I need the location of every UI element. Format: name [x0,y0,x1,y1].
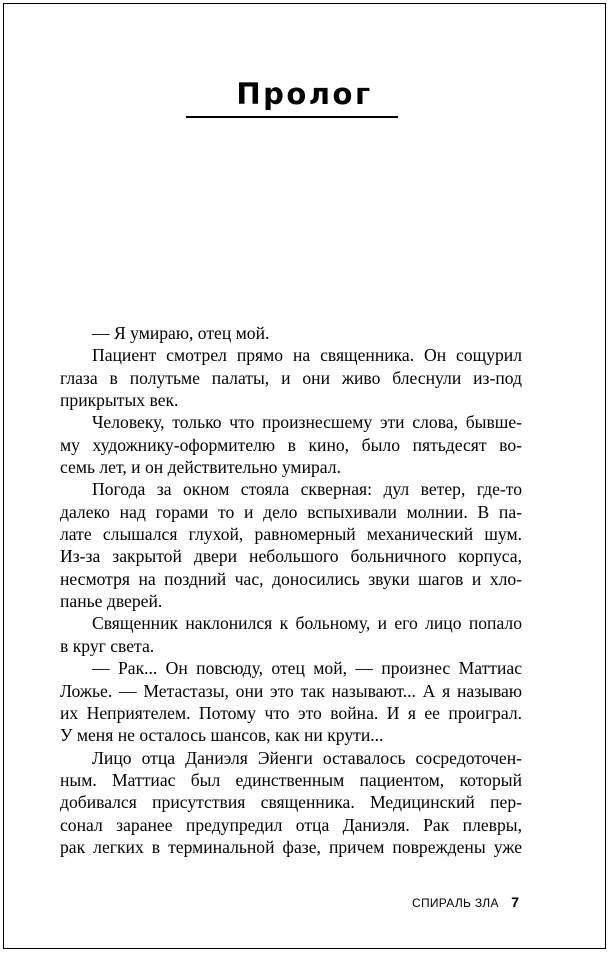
text-line: несмотря на поздний час, доносились звуки шагов и хло- [60,568,522,589]
text-line: Человеку, только что произнесшему эти слова, бывше- [92,412,522,433]
text-line: в круг света. [60,635,155,656]
text-line: У меня не осталось шансов, как ни крути... [60,725,384,746]
text-line: добивался присутствия священника. Медицинский пер- [60,792,522,813]
text-line: далеко над горами то и дело вспыхивали молнии. В па- [60,501,522,522]
book-page [3,3,606,949]
text-line: Священник наклонился к больному, и его лицо попало [92,613,522,634]
text-line: — Я умираю, отец мой. [92,323,270,343]
text-line: рак легких в терминальной фазе, причем повреждены уже [60,836,522,857]
text-line: — Рак... Он повсюду, отец мой, — произнес Маттиас [92,658,522,679]
text-line: Ложье. — Метастазы, они это так называют... А я называю [60,680,522,701]
text-line: прикрытых век. [60,390,179,411]
page-footer [4,892,519,913]
chapter-title: Пролог [236,77,373,111]
running-head: СПИРАЛЬ ЗЛА [411,896,499,910]
body-text [60,322,522,858]
text-line: Пациент смотрел прямо на священника. Он сощурил [92,345,522,366]
text-line: глаза в полутьме палаты, и они живо блеснули из-под [60,367,522,388]
text-line: семь лет, и он действительно умирал. [60,457,341,478]
text-line: лате слышался глухой, равномерный механический шум. [60,524,522,545]
text-line: их Неприятелем. Потому что это война. И я ее проиграл. [60,702,522,723]
text-line: Лицо отца Даниэля Эйенги оставалось сосредоточен- [92,747,522,768]
text-line: Из-за закрытой двери небольшого больничного корпуса, [60,546,522,567]
page-number: 7 [511,894,519,910]
text-line: ным. Маттиас был единственным пациентом, который [60,769,522,790]
text-line: му художнику-оформителю в кино, было пятьдесят во- [60,434,522,455]
title-underline [186,116,398,118]
text-line: сонал заранее предупредил отца Даниэля. Рак плевры, [60,814,522,835]
text-line: Погода за окном стояла скверная: дул ветер, где-то [92,479,522,500]
text-line: панье дверей. [60,591,163,612]
